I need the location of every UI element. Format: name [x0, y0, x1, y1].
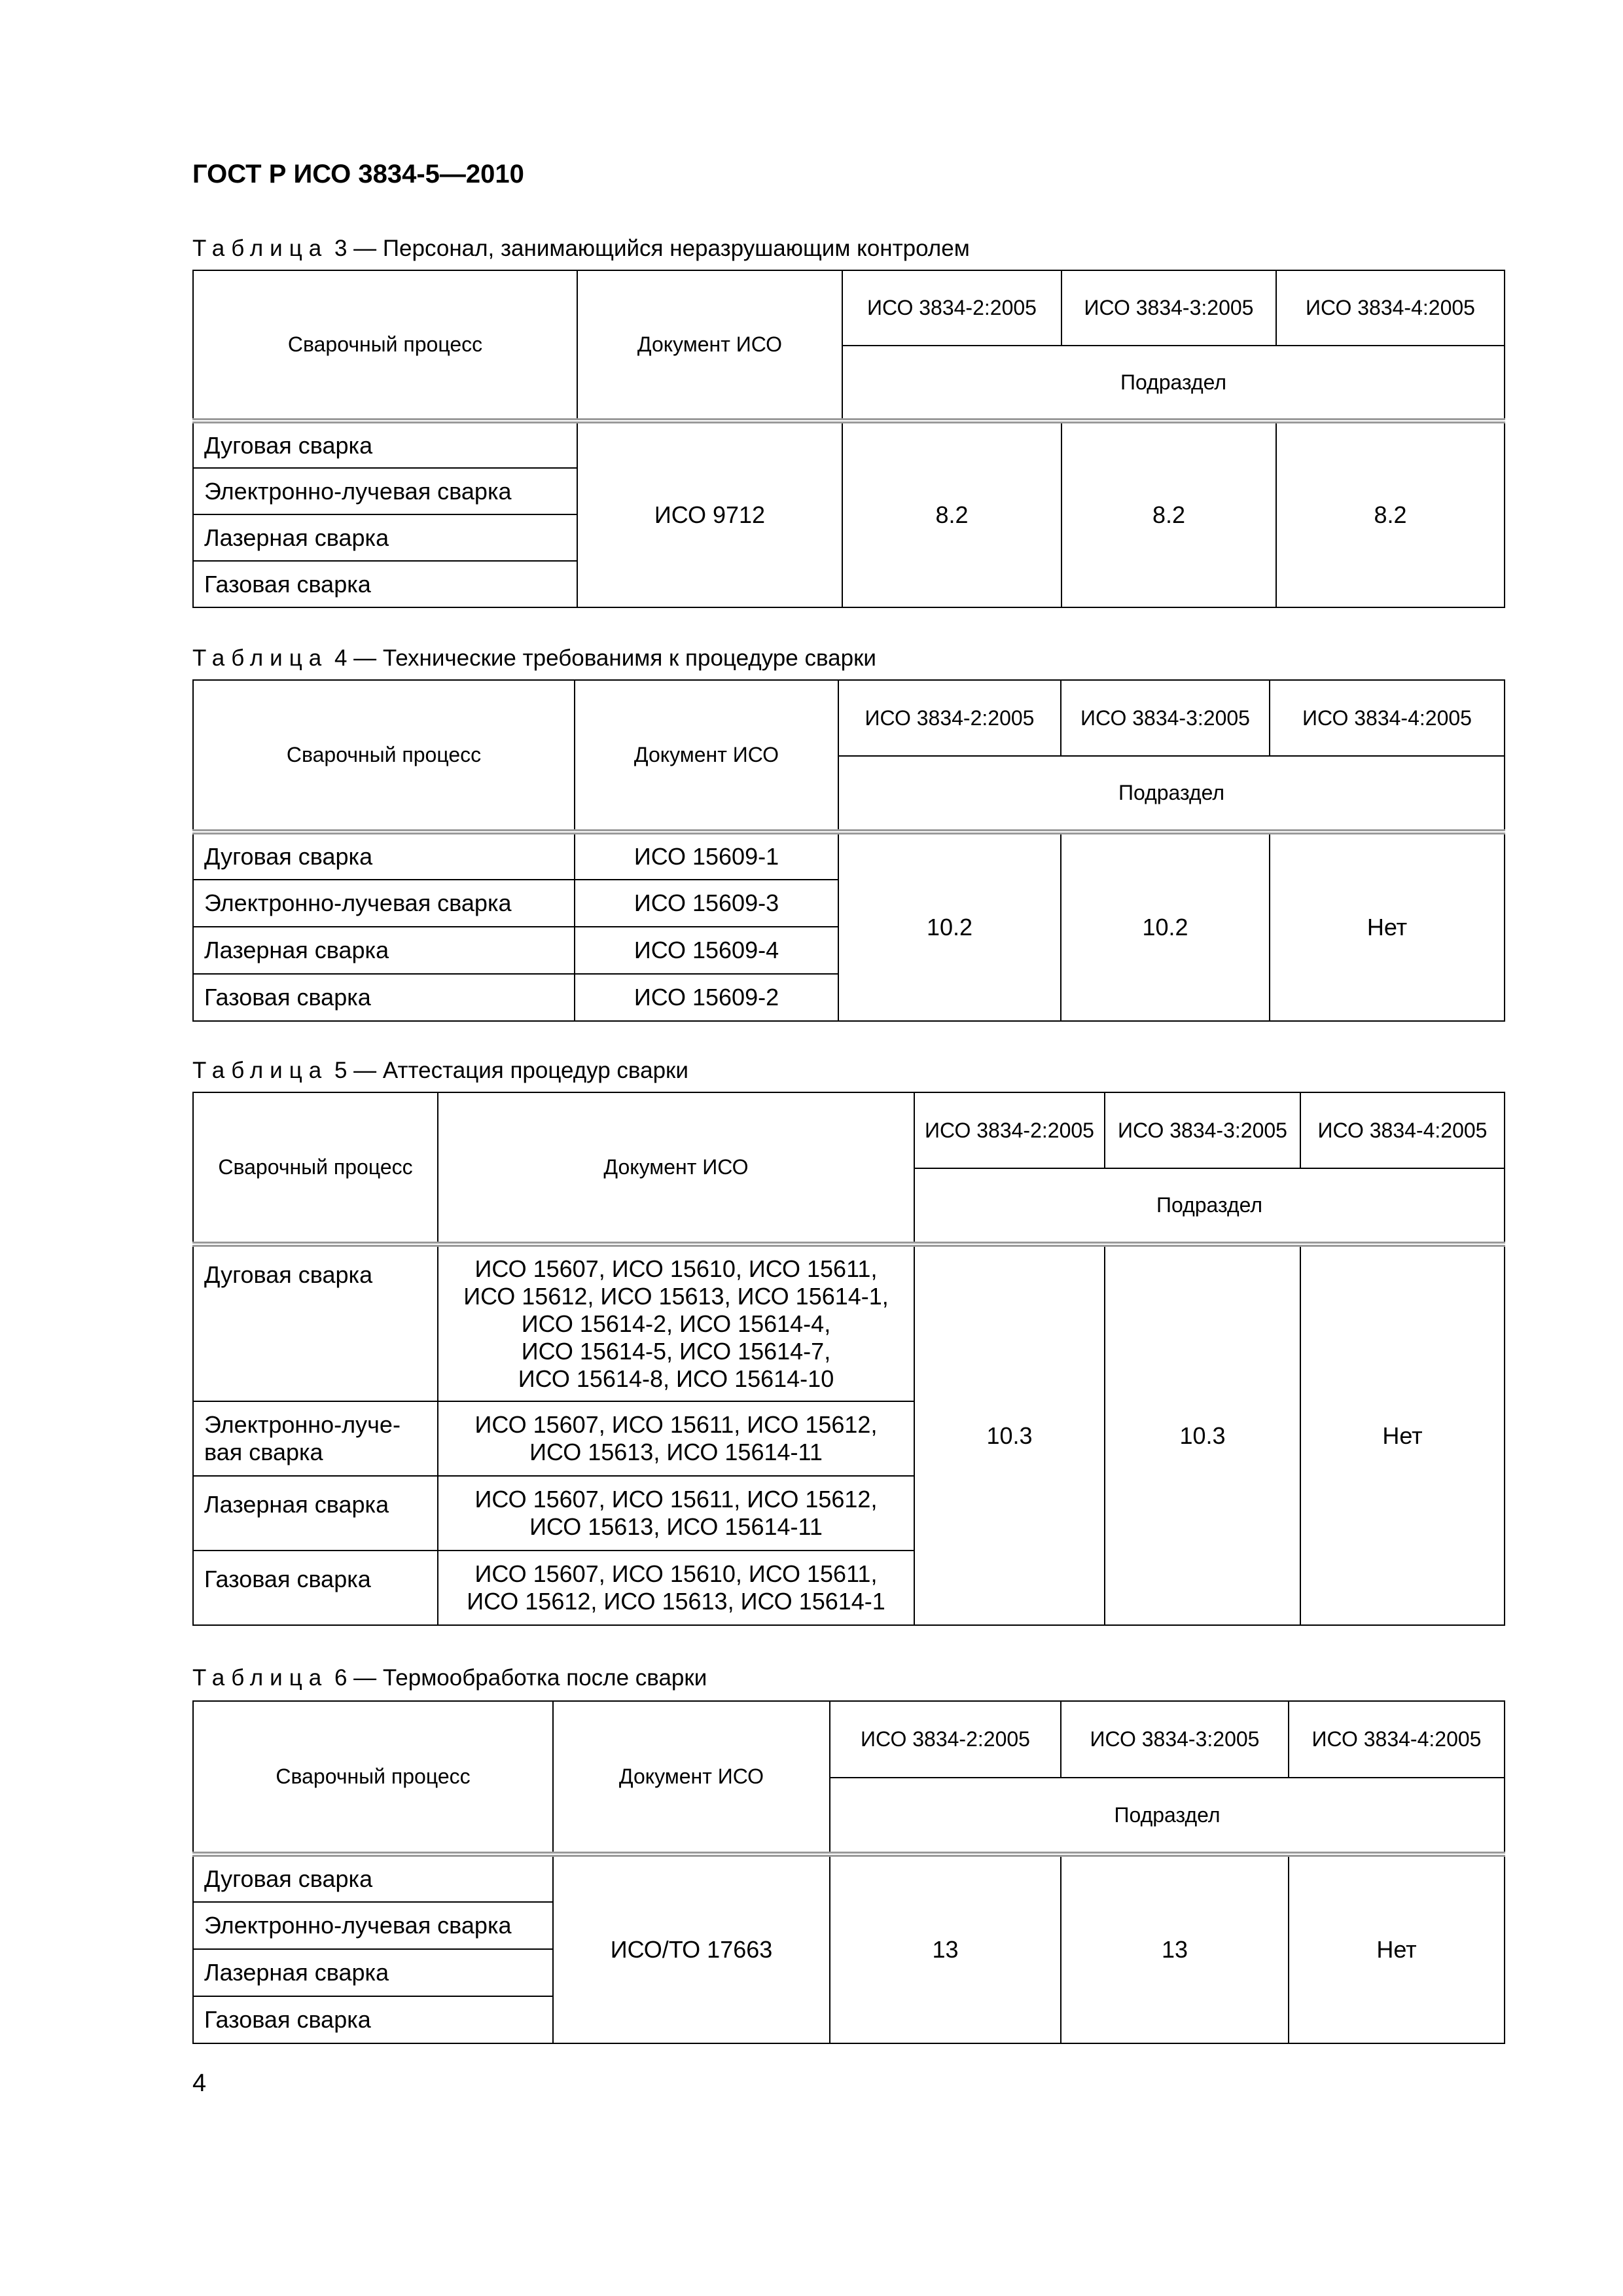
caption-word: Таблица	[192, 236, 329, 261]
header-subsection: Подраздел	[838, 756, 1505, 832]
process-ebeam: Электронно-лучевая сварка	[193, 1902, 553, 1949]
value-part4: Нет	[1289, 1854, 1505, 2043]
process-line: Электронно-луче-	[204, 1411, 401, 1438]
table-3-caption	[192, 236, 970, 262]
header-subsection: Подраздел	[842, 346, 1505, 421]
document-cell: ИСО 15609-3	[575, 880, 838, 927]
value-part3: 10.3	[1105, 1244, 1300, 1625]
header-document: Документ ИСО	[577, 270, 842, 421]
process-gas: Газовая сварка	[193, 561, 577, 607]
caption-word: Таблица	[192, 645, 329, 671]
document-line: ИСО 15607, ИСО 15610, ИСО 15611,	[474, 1255, 878, 1282]
header-part4: ИСО 3834-4:2005	[1276, 270, 1505, 346]
value-part4: Нет	[1270, 832, 1505, 1021]
document-cell: ИСО 15609-1	[575, 832, 838, 880]
document-cell: ИСО 15609-2	[575, 974, 838, 1021]
header-part2: ИСО 3834-2:2005	[914, 1092, 1105, 1168]
document-line: ИСО 15607, ИСО 15611, ИСО 15612,	[474, 1411, 878, 1438]
document-line: ИСО 15614-5, ИСО 15614-7,	[521, 1337, 831, 1365]
page-number: 4	[192, 2070, 207, 2097]
document-line: ИСО 15612, ИСО 15613, ИСО 15614-1	[467, 1588, 885, 1615]
document-line: ИСО 15613, ИСО 15614-11	[529, 1439, 823, 1465]
header-process: Сварочный процесс	[193, 270, 577, 421]
document-cell: ИСО 9712	[577, 421, 842, 607]
document-line: ИСО 15613, ИСО 15614-11	[529, 1513, 823, 1540]
process-ebeam: Электронно-лучевая сварка	[193, 880, 575, 927]
document-cell: ИСО/ТО 17663	[553, 1854, 830, 2043]
header-process: Сварочный процесс	[193, 1092, 438, 1244]
process-arc: Дуговая сварка	[193, 1244, 438, 1401]
value-part2: 10.3	[914, 1244, 1105, 1625]
process-ebeam: Электронно-лучевая сварка	[193, 468, 577, 514]
document-line: ИСО 15612, ИСО 15613, ИСО 15614-1,	[463, 1282, 889, 1310]
header-subsection: Подраздел	[914, 1168, 1505, 1244]
document-cell	[438, 1551, 914, 1625]
table-4-caption	[192, 645, 876, 672]
header-process: Сварочный процесс	[193, 1701, 553, 1854]
caption-word: Таблица	[192, 1665, 329, 1691]
header-part4: ИСО 3834-4:2005	[1300, 1092, 1505, 1168]
header-document: Документ ИСО	[438, 1092, 914, 1244]
process-laser: Лазерная сварка	[193, 1476, 438, 1551]
process-arc: Дуговая сварка	[193, 832, 575, 880]
header-part2: ИСО 3834-2:2005	[838, 680, 1061, 756]
document-cell	[438, 1244, 914, 1401]
header-part3: ИСО 3834-3:2005	[1061, 1701, 1289, 1778]
table-6	[192, 1700, 1505, 2044]
header-process: Сварочный процесс	[193, 680, 575, 832]
document-cell	[438, 1476, 914, 1551]
caption-text: 4 — Технические требованимя к процедуре сварки	[334, 645, 876, 671]
table-4	[192, 679, 1505, 1022]
process-arc: Дуговая сварка	[193, 1854, 553, 1902]
header-part3: ИСО 3834-3:2005	[1061, 680, 1270, 756]
header-part2: ИСО 3834-2:2005	[842, 270, 1061, 346]
caption-text: 6 — Термообработка после сварки	[334, 1665, 707, 1691]
document-cell: ИСО 15609-4	[575, 927, 838, 974]
caption-text: 5 — Аттестация процедур сварки	[334, 1058, 688, 1083]
value-part3: 13	[1061, 1854, 1289, 2043]
process-gas: Газовая сварка	[193, 1551, 438, 1625]
process-laser: Лазерная сварка	[193, 1949, 553, 1996]
process-gas: Газовая сварка	[193, 974, 575, 1021]
header-document: Документ ИСО	[553, 1701, 830, 1854]
value-part2: 10.2	[838, 832, 1061, 1021]
table-5	[192, 1092, 1505, 1626]
document-header: ГОСТ Р ИСО 3834-5—2010	[192, 160, 524, 188]
process-gas: Газовая сварка	[193, 1996, 553, 2043]
document-line: ИСО 15614-8, ИСО 15614-10	[518, 1365, 834, 1392]
value-part3: 10.2	[1061, 832, 1270, 1021]
value-part2: 8.2	[842, 421, 1061, 607]
header-part2: ИСО 3834-2:2005	[830, 1701, 1061, 1778]
header-part3: ИСО 3834-3:2005	[1105, 1092, 1300, 1168]
caption-word: Таблица	[192, 1058, 329, 1083]
value-part4: 8.2	[1276, 421, 1505, 607]
table-6-caption	[192, 1665, 707, 1691]
header-part4: ИСО 3834-4:2005	[1289, 1701, 1505, 1778]
process-arc: Дуговая сварка	[193, 421, 577, 468]
process-ebeam	[193, 1401, 438, 1476]
document-line: ИСО 15607, ИСО 15610, ИСО 15611,	[474, 1560, 878, 1587]
process-laser: Лазерная сварка	[193, 927, 575, 974]
header-part3: ИСО 3834-3:2005	[1061, 270, 1276, 346]
document-cell	[438, 1401, 914, 1476]
header-subsection: Подраздел	[830, 1778, 1505, 1854]
document-line: ИСО 15607, ИСО 15611, ИСО 15612,	[474, 1486, 878, 1513]
caption-text: 3 — Персонал, занимающийся неразрушающим контролем	[334, 236, 970, 261]
table-5-caption	[192, 1058, 688, 1084]
value-part4: Нет	[1300, 1244, 1505, 1625]
process-laser: Лазерная сварка	[193, 514, 577, 561]
value-part3: 8.2	[1061, 421, 1276, 607]
header-document: Документ ИСО	[575, 680, 838, 832]
document-line: ИСО 15614-2, ИСО 15614-4,	[521, 1310, 831, 1337]
header-part4: ИСО 3834-4:2005	[1270, 680, 1505, 756]
table-3	[192, 270, 1505, 608]
value-part2: 13	[830, 1854, 1061, 2043]
process-line: вая сварка	[204, 1439, 323, 1465]
